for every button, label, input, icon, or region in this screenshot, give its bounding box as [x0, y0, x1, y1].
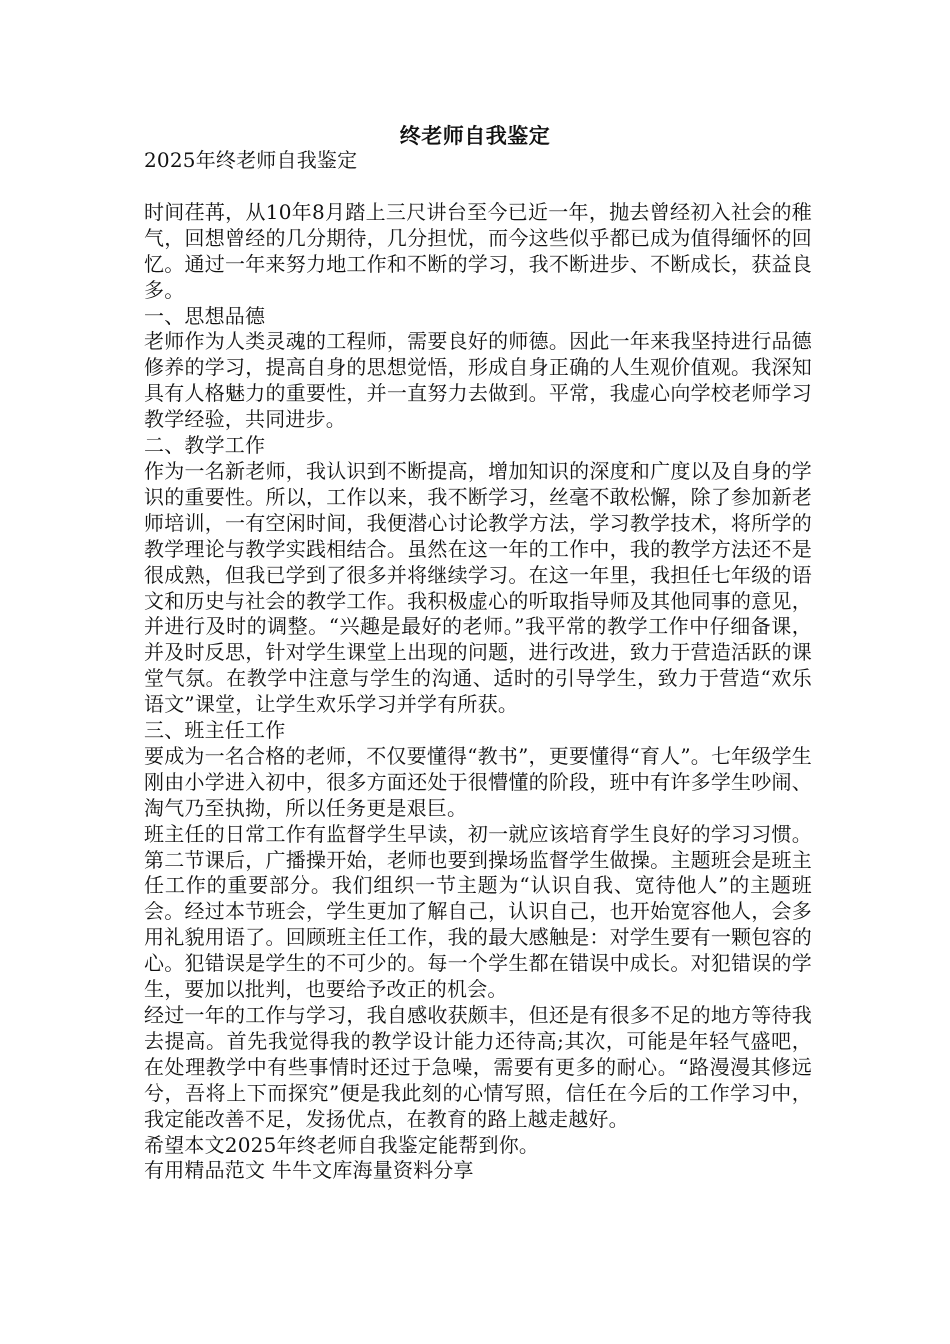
paragraph-intro: 时间荏苒，从10年8月踏上三尺讲台至今已近一年，抛去曾经初入社会的稚气，回想曾经的几分期待，几分担忧，而今这些似乎都已成为值得缅怀的回忆。通过一年来努力地工作和不断的学习，我不断进步、不断成长，获益良多。	[144, 199, 812, 302]
paragraph-summary: 经过一年的工作与学习，我自感收获颇丰，但还是有很多不足的地方等待我去提高。首先我觉得我的教学设计能力还待高;其次，可能是年轻气盛吧，在处理教学中有些事情时还过于急噪，需要有更多的耐心。“路漫漫其修远兮，吾将上下而探究”便是我此刻的心情写照，信任在今后的工作学习中，我定能改善不足，发扬优点，在教育的路上越走越好。	[144, 1003, 812, 1131]
document-title: 终老师自我鉴定	[399, 123, 551, 148]
document-subtitle: 2025年终老师自我鉴定	[144, 148, 358, 172]
section-heading-ethics: 一、思想品德	[144, 303, 266, 328]
document-body	[144, 148, 812, 1184]
paragraph-class-teacher-1: 要成为一名合格的老师，不仅要懂得“教书”，更要懂得“育人”。七年级学生刚由小学进入初中，很多方面还处于很懵懂的阶段，班中有许多学生吵闹、淘气乃至执拗，所以任务更是艰巨。	[144, 743, 812, 820]
footer-note: 有用精品范文 牛牛文库海量资料分享	[144, 1158, 474, 1183]
paragraph-class-teacher-2: 班主任的日常工作有监督学生早读，初一就应该培育学生良好的学习习惯。第二节课后，广播操开始，老师也要到操场监督学生做操。主题班会是班主任工作的重要部分。我们组织一节主题为“认识自我、宽待他人”的主题班会。经过本节班会，学生更加了解自己，认识自己，也开始宽容他人，会多用礼貌用语了。回顾班主任工作，我的最大感触是：对学生要有一颗包容的心。犯错误是学生的不可少的。每一个学生都在错误中成长。对犯错误的学生，要加以批判，也要给予改正的机会。	[144, 821, 812, 1002]
paragraph-teaching: 作为一名新老师，我认识到不断提高，增加知识的深度和广度以及自身的学识的重要性。所以，工作以来，我不断学习，丝毫不敢松懈，除了参加新老师培训，一有空闲时间，我便潜心讨论教学方法，学习教学技术，将所学的教学理论与教学实践相结合。虽然在这一年的工作中，我的教学方法还不是很成熟，但我已学到了很多并将继续学习。在这一年里，我担任七年级的语文和历史与社会的教学工作。我积极虚心的听取指导师及其他同事的意见，并进行及时的调整。“兴趣是最好的老师。”我平常的教学工作中仔细备课，并及时反思，针对学生课堂上出现的问题，进行改进，致力于营造活跃的课堂气氛。在教学中注意与学生的沟通、适时的引导学生，致力于营造“欢乐语文”课堂，让学生欢乐学习并学有所获。	[144, 458, 812, 717]
paragraph-ethics: 老师作为人类灵魂的工程师，需要良好的师德。因此一年来我坚持进行品德修养的学习，提高自身的思想觉悟，形成自身正确的人生观价值观。我深知具有人格魅力的重要性，并一直努力去做到。平常，我虚心向学校老师学习教学经验，共同进步。	[144, 329, 812, 432]
closing-line: 希望本文2025年终老师自我鉴定能帮到你。	[144, 1132, 540, 1157]
section-heading-class-teacher: 三、班主任工作	[144, 718, 286, 743]
section-heading-teaching: 二、教学工作	[144, 433, 266, 458]
